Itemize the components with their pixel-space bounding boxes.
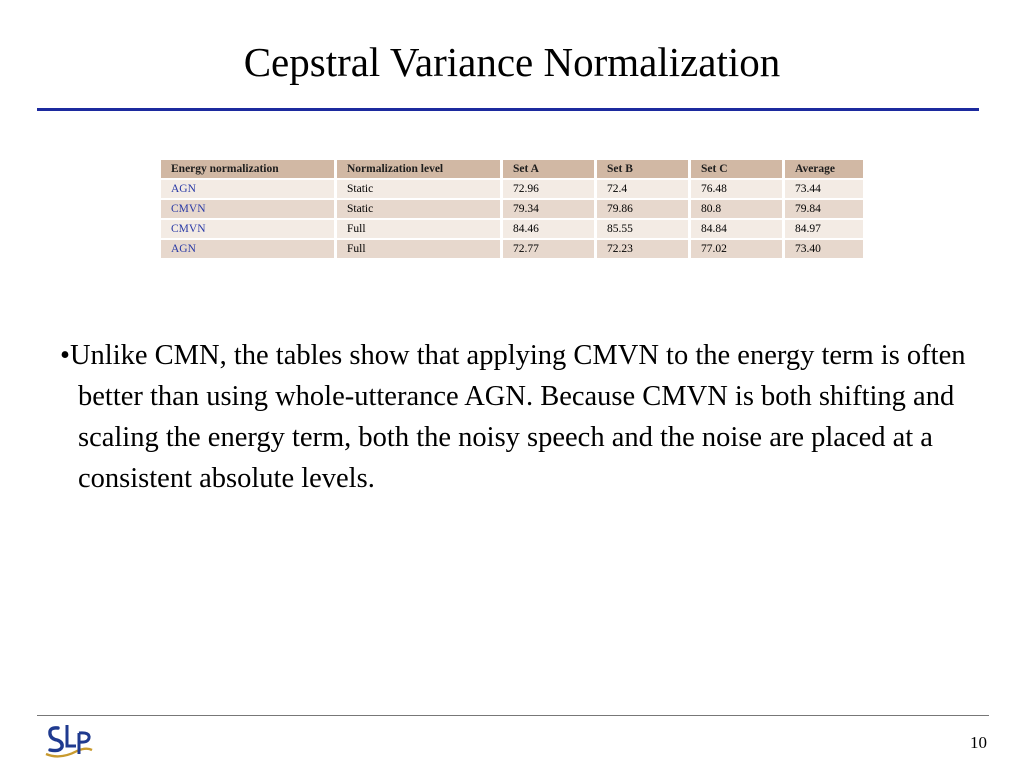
page-number: 10 — [970, 733, 987, 752]
footer-divider — [37, 715, 989, 716]
results-table — [161, 160, 863, 260]
cell-set-b: 72.4 — [596, 179, 690, 199]
cell-set-c: 84.84 — [690, 219, 784, 239]
table-row — [161, 199, 863, 219]
cell-set-a: 84.46 — [502, 219, 596, 239]
cell-energy-normalization: AGN — [161, 179, 336, 199]
cell-set-a: 72.96 — [502, 179, 596, 199]
cell-set-b: 85.55 — [596, 219, 690, 239]
cell-set-b: 79.86 — [596, 199, 690, 219]
slide-title: Cepstral Variance Normalization — [243, 39, 781, 85]
header-set-a: Set A — [502, 160, 596, 179]
cell-energy-normalization: AGN — [161, 239, 336, 259]
cell-normalization-level: Static — [336, 199, 502, 219]
cell-average: 84.97 — [784, 219, 864, 239]
bullet-list — [60, 335, 970, 499]
header-energy-normalization: Energy normalization — [161, 160, 336, 179]
header-set-c: Set C — [690, 160, 784, 179]
bullet-item: •Unlike CMN, the tables show that applying CMVN to the energy term is often better than using whole-utterance AGN. Because CMVN is both shifting and scaling the energy term, both the noisy speech and the noise are placed at a consistent absolute levels. — [60, 340, 966, 494]
header-set-b: Set B — [596, 160, 690, 179]
cell-normalization-level: Static — [336, 179, 502, 199]
cell-set-b: 72.23 — [596, 239, 690, 259]
cell-set-c: 76.48 — [690, 179, 784, 199]
cell-set-a: 79.34 — [502, 199, 596, 219]
cell-average: 79.84 — [784, 199, 864, 219]
title-divider — [37, 108, 979, 111]
cell-energy-normalization: CMVN — [161, 199, 336, 219]
cell-average: 73.40 — [784, 239, 864, 259]
slp-logo — [44, 721, 94, 761]
cell-normalization-level: Full — [336, 239, 502, 259]
header-normalization-level: Normalization level — [336, 160, 502, 179]
table-row — [161, 179, 863, 199]
cell-average: 73.44 — [784, 179, 864, 199]
cell-normalization-level: Full — [336, 219, 502, 239]
table-header-row — [161, 160, 863, 179]
cell-set-c: 77.02 — [690, 239, 784, 259]
header-average: Average — [784, 160, 864, 179]
cell-set-a: 72.77 — [502, 239, 596, 259]
cell-set-c: 80.8 — [690, 199, 784, 219]
cell-energy-normalization: CMVN — [161, 219, 336, 239]
table-row — [161, 219, 863, 239]
table-row — [161, 239, 863, 259]
